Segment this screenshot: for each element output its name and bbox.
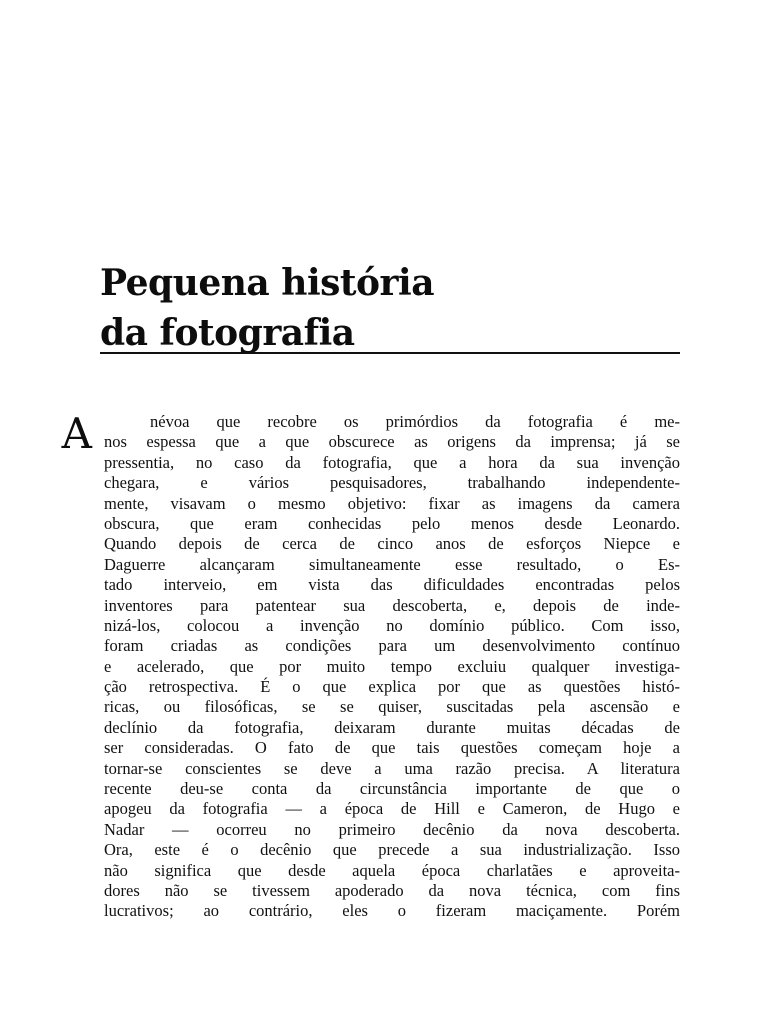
text-line: nizá-los, colocou a invenção no domínio público. Com isso, [104, 615, 680, 635]
text-line: dores não se tivessem apoderado da nova técnica, com fins [104, 880, 680, 900]
text-line: lucrativos; ao contrário, eles o fizeram maciçamente. Porém [104, 901, 680, 921]
text-line: tado interveio, em vista das dificuldades encontradas pelos [104, 575, 680, 595]
text-line: apogeu da fotografia — a época de Hill e Cameron, de Hugo e [104, 799, 680, 819]
text-line: inventores para patentear sua descoberta, e, depois de inde- [104, 595, 680, 615]
body-paragraph [104, 412, 680, 922]
text-line: e acelerado, que por muito tempo excluiu qualquer investiga- [104, 656, 680, 676]
text-line: ricas, ou filosóficas, se se quiser, suscitadas pela ascensão e [104, 697, 680, 717]
text-line: Ora, este é o decênio que precede a sua industrialização. Isso [104, 840, 680, 860]
text-line: foram criadas as condições para um desenvolvimento contínuo [104, 636, 680, 656]
text-line: declínio da fotografia, deixaram durante muitas décadas de [104, 717, 680, 737]
chapter-title-line-1: Pequena história [100, 262, 435, 304]
text-line: ser consideradas. O fato de que tais questões começam hoje a [104, 738, 680, 758]
text-line: pressentia, no caso da fotografia, que a hora da sua invenção [104, 452, 680, 472]
text-line: mente, visavam o mesmo objetivo: fixar as imagens da camera [104, 493, 680, 513]
text-line: Nadar — ocorreu no primeiro decênio da nova descoberta. [104, 819, 680, 839]
chapter-title [100, 258, 680, 358]
title-divider [100, 352, 680, 354]
text-line: obscura, que eram conhecidas pelo menos desde Leonardo. [104, 513, 680, 533]
chapter-title-line-2: da fotografia [100, 312, 355, 354]
text-line: não significa que desde aquela época charlatães e aproveita- [104, 860, 680, 880]
text-line: recente deu-se conta da circunstância importante de que o [104, 779, 680, 799]
text-line: nos espessa que a que obscurece as origens da imprensa; já se [104, 432, 680, 452]
text-line: chegara, e vários pesquisadores, trabalhando independente- [104, 473, 680, 493]
text-line: névoa que recobre os primórdios da fotografia é me- [150, 412, 680, 431]
text-line: Daguerre alcançaram simultaneamente esse resultado, o Es- [104, 554, 680, 574]
text-line: Quando depois de cerca de cinco anos de esforços Niepce e [104, 534, 680, 554]
drop-cap-letter: A [61, 409, 92, 458]
drop-cap [42, 409, 92, 458]
text-line: tornar-se conscientes se deve a uma razão precisa. A literatura [104, 758, 680, 778]
text-line: ção retrospectiva. É o que explica por que as questões histó- [104, 677, 680, 697]
